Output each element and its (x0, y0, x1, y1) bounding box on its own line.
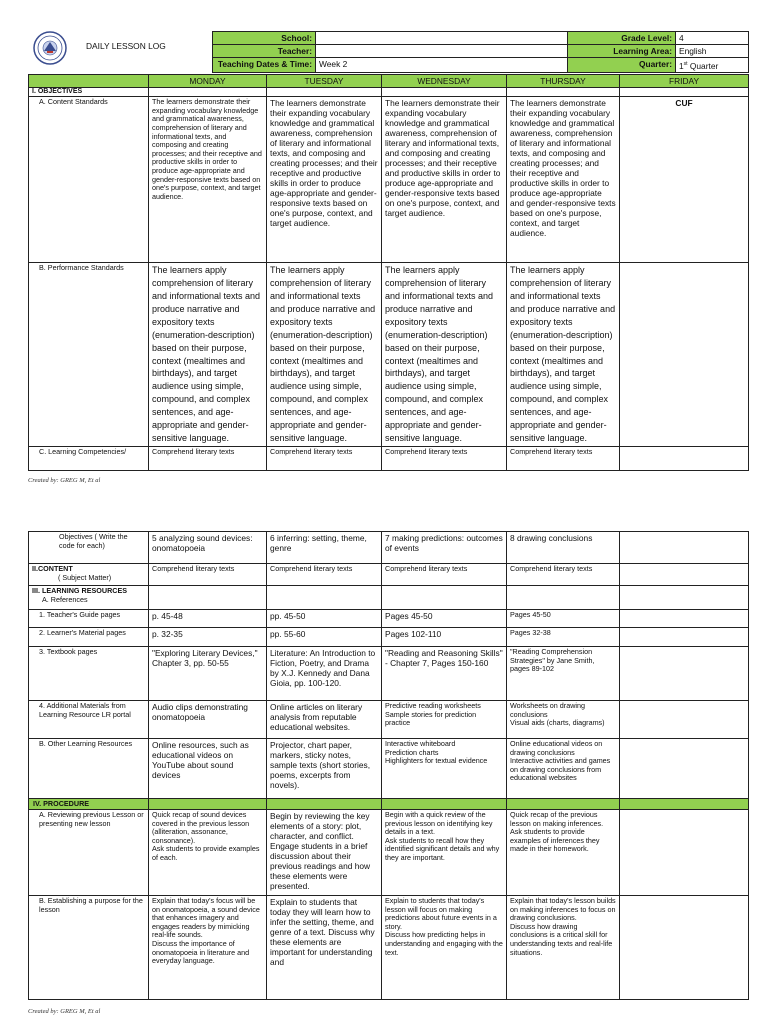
cell-text: Pages 45-50 (382, 610, 507, 628)
cell-text: p. 32-35 (149, 628, 267, 647)
cell-text: The learners apply comprehension of literary and informational texts and produce narrative and expository texts (enumeration-description) based on their purpose, context (mealtimes and birthdays), and target audience using simple, compound, and complex sentences, and age-appropriate and gender-sensitive language. (382, 263, 507, 447)
day-thursday: THURSDAY (507, 75, 620, 88)
cell-text: Explain to students that today's lesson will focus on making predictions about future events in a story. Discuss how predicting helps in understanding and engaging with the text. (382, 896, 507, 1000)
cell-text: Comprehend literary texts (267, 446, 382, 470)
cell-text: Explain that today's lesson builds on making inferences to focus on drawing conclusions. Discuss how drawing conclusions is a critical skill for understanding texts and real-life situations. (507, 896, 620, 1000)
additional-materials-label: 4. Additional Materials from Learning Resource LR portal (29, 701, 149, 739)
cell-text: Online articles on literary analysis from reputable educational websites. (267, 701, 382, 739)
grade-value: 4 (676, 32, 749, 45)
dates-value: Week 2 (316, 58, 568, 73)
cell-text: Pages 102-110 (382, 628, 507, 647)
procedure-label: IV. PROCEDURE (29, 799, 149, 810)
cell-text (620, 739, 749, 799)
cell-text: Predictive reading worksheets Sample stories for prediction practice (382, 701, 507, 739)
cell-text: Begin with a quick review of the previous lesson on identifying key details in a text. Ask students to recall how they identified significant details and why they are important. (382, 810, 507, 896)
quarter-value: 1st Quarter (676, 58, 749, 73)
teacher-value (316, 45, 568, 58)
cell-text: Comprehend literary texts (382, 564, 507, 586)
cell-text: The learners apply comprehension of literary and informational texts and produce narrative and expository texts (enumeration-description) based on their purpose, context (mealtimes and birthdays), and target audience using simple, compound, and complex sentences, and age-appropriate and gender-sensitive language. (507, 263, 620, 447)
procedure-heading-row (29, 799, 749, 810)
purpose-label: B. Establishing a purpose for the lesson (29, 896, 149, 1000)
cell-text (620, 446, 749, 470)
cell-text: Explain to students that today they will learn how to infer the setting, theme, and genre of a text. Discuss why these elements are important for understanding and (267, 896, 382, 1000)
cell-text (620, 896, 749, 1000)
cell-text: 5 analyzing sound devices: onomatopoeia (149, 532, 267, 564)
cell-text (620, 628, 749, 647)
day-tuesday: TUESDAY (267, 75, 382, 88)
cell-text: Online educational videos on drawing conclusions Interactive activities and games on drawing conclusions from educational websites (507, 739, 620, 799)
cell-text: Online resources, such as educational videos on YouTube about sound devices (149, 739, 267, 799)
cell-text: Interactive whiteboard Prediction charts Highlighters for textual evidence (382, 739, 507, 799)
learners-material-label: 2. Learner's Material pages (29, 628, 149, 647)
cell-text: "Reading and Reasoning Skills" - Chapter 7, Pages 150-160 (382, 647, 507, 701)
day-friday: FRIDAY (620, 75, 749, 88)
cell-text: The learners apply comprehension of literary and informational texts and produce narrative and expository texts (enumeration-description) based on their purpose, context (mealtimes and birthdays), and target audience using simple, compound, and complex sentences, and age-appropriate and gender-sensitive language. (267, 263, 382, 447)
cell-text: 7 making predictions: outcomes of events (382, 532, 507, 564)
content-row (29, 564, 749, 586)
cell-text: Quick recap of sound devices covered in the previous lesson (alliteration, assonance, consonance). Ask students to provide examples of each. (149, 810, 267, 896)
cell-text: pp. 55-60 (267, 628, 382, 647)
cell-text: Comprehend literary texts (507, 564, 620, 586)
cell-text (620, 263, 749, 447)
objectives-label: Objectives ( Write the code for each) (29, 532, 149, 564)
lesson-log-table-page1 (28, 74, 749, 471)
cell-text (620, 647, 749, 701)
additional-materials-row (29, 701, 749, 739)
cell-text (620, 701, 749, 739)
cell-text (620, 564, 749, 586)
cell-text: Projector, chart paper, markers, sticky notes, sample texts (short stories, poems, excerpts from novels). (267, 739, 382, 799)
footer-credit: Created by: GREG M, Et al (28, 477, 101, 484)
cell-text: The learners demonstrate their expanding vocabulary knowledge and grammatical awareness, comprehension of literary and informational texts, and composing and creating processes; and their receptive and productive skills in order to produce age-appropriate and gender-responsive texts based on one's purpose, context, and target audience. (267, 97, 382, 263)
cell-text: Pages 32-38 (507, 628, 620, 647)
quarter-label: Quarter: (568, 58, 676, 73)
cell-text: Quick recap of the previous lesson on making inferences. Ask students to provide examples of inferences they made in their homework. (507, 810, 620, 896)
cell-text (620, 810, 749, 896)
objectives-heading: I. OBJECTIVES (29, 88, 149, 97)
document-title: DAILY LESSON LOG (86, 41, 166, 51)
content-standards-label: A. Content Standards (29, 97, 149, 263)
lesson-log-table-page2 (28, 531, 749, 1000)
cell-text: Comprehend literary texts (149, 564, 267, 586)
resources-row (29, 586, 749, 610)
cell-text: Begin by reviewing the key elements of a story: plot, character, and conflict. Engage students in a brief discussion about their previous readings and how these elements were presented. (267, 810, 382, 896)
cell-text: Explain that today's focus will be on onomatopoeia, a sound device that enhances imagery and engages readers by mimicking real-life sounds. Discuss the importance of onomatopoeia in literature and everyday language. (149, 896, 267, 1000)
cell-text: Audio clips demonstrating onomatopoeia (149, 701, 267, 739)
cell-text: "Exploring Literary Devices," Chapter 3, pp. 50-55 (149, 647, 267, 701)
cell-text: pp. 45-50 (267, 610, 382, 628)
day-header-row (29, 75, 749, 88)
teachers-guide-row (29, 610, 749, 628)
learners-material-row (29, 628, 749, 647)
cell-text: Worksheets on drawing conclusions Visual aids (charts, diagrams) (507, 701, 620, 739)
grade-label: Grade Level: (568, 32, 676, 45)
teacher-label: Teacher: (213, 45, 316, 58)
competencies-label: C. Learning Competencies/ (29, 446, 149, 470)
cell-text (620, 610, 749, 628)
textbook-row (29, 647, 749, 701)
dates-label: Teaching Dates & Time: (213, 58, 316, 73)
area-value: English (676, 45, 749, 58)
area-label: Learning Area: (568, 45, 676, 58)
teachers-guide-label: 1. Teacher's Guide pages (29, 610, 149, 628)
competencies-row (29, 446, 749, 470)
cell-text: The learners demonstrate their expanding vocabulary knowledge and grammatical awareness, comprehension of literary and informational texts, and composing and creating processes; and their receptive and productive skills in order to produce age-appropriate and gender-responsive texts based on one's purpose, context, and target audience. (507, 97, 620, 263)
resources-label: III. LEARNING RESOURCES A. References (29, 586, 149, 610)
cell-text: "Reading Comprehension Strategies" by Jane Smith, pages 89-102 (507, 647, 620, 701)
cell-text: 8 drawing conclusions (507, 532, 620, 564)
cell-text: p. 45-48 (149, 610, 267, 628)
objectives-row (29, 532, 749, 564)
content-standards-row (29, 97, 749, 263)
school-value (316, 32, 568, 45)
day-wednesday: WEDNESDAY (382, 75, 507, 88)
cell-text: The learners apply comprehension of literary and informational texts and produce narrative and expository texts (enumeration-description) based on their purpose, context (mealtimes and birthdays), and target audience using simple, compound, and complex sentences, and age-appropriate and gender-sensitive language. (149, 263, 267, 447)
performance-standards-row (29, 263, 749, 447)
school-label: School: (213, 32, 316, 45)
review-label: A. Reviewing previous Lesson or presenting new lesson (29, 810, 149, 896)
review-row (29, 810, 749, 896)
cell-text: Pages 45-50 (507, 610, 620, 628)
cell-text: The learners demonstrate their expanding vocabulary knowledge and grammatical awareness, comprehension of literary and informational texts, and composing and creating processes; and their receptive and productive skills in order to produce age-appropriate and gender-responsive texts based on one's purpose, context, and target audience. (382, 97, 507, 263)
cell-text: Comprehend literary texts (149, 446, 267, 470)
day-monday: MONDAY (149, 75, 267, 88)
cell-text: Comprehend literary texts (507, 446, 620, 470)
cell-text: 6 inferring: setting, theme, genre (267, 532, 382, 564)
cell-text: CUF (620, 97, 749, 263)
other-resources-label: B. Other Learning Resources (29, 739, 149, 799)
textbook-label: 3. Textbook pages (29, 647, 149, 701)
footer-credit: Created by: GREG M, Et al (28, 1008, 101, 1015)
deped-seal-icon (33, 31, 67, 65)
cell-text (620, 532, 749, 564)
header-info-table (212, 31, 749, 73)
cell-text: Comprehend literary texts (267, 564, 382, 586)
cell-text: Comprehend literary texts (382, 446, 507, 470)
cell-text: Literature: An Introduction to Fiction, Poetry, and Drama by X.J. Kennedy and Dana Gioia, pp. 100-120. (267, 647, 382, 701)
other-resources-row (29, 739, 749, 799)
purpose-row (29, 896, 749, 1000)
cell-text: The learners demonstrate their expanding vocabulary knowledge and grammatical awareness, comprehension of literary and informational texts, and composing and creating processes; and their receptive and productive skills in order to produce age-appropriate and gender-responsive texts based on one's purpose, context, and target audience. (149, 97, 267, 263)
content-label: II.CONTENT ( Subject Matter) (29, 564, 149, 586)
performance-standards-label: B. Performance Standards (29, 263, 149, 447)
